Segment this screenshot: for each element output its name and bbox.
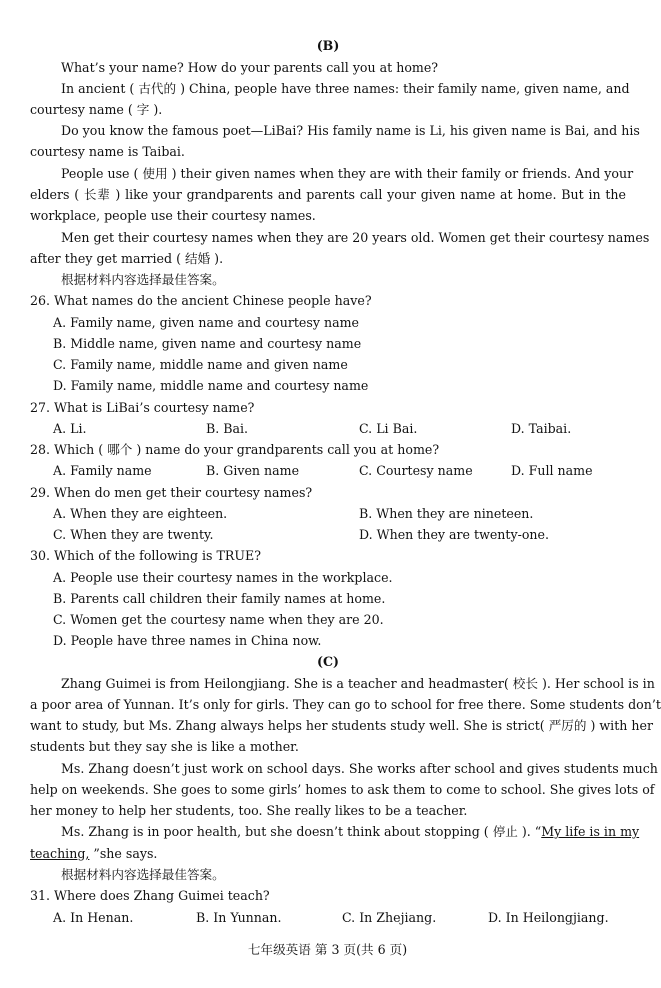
question-stem: 31. Where does Zhang Guimei teach? bbox=[30, 888, 270, 903]
passage-b-line: What’s your name? How do your parents call you at home? bbox=[61, 60, 439, 75]
answer-option[interactable]: A. Family name bbox=[53, 463, 152, 478]
passage-b-line: Do you know the famous poet—LiBai? His family name is Li, his given name is Bai, and his bbox=[61, 123, 640, 138]
passage-c-line: help on weekends. She goes to some girls’ homes to ask them to come to school. She gives lots of bbox=[30, 782, 655, 797]
answer-option[interactable]: A. People use their courtesy names in the workplace. bbox=[53, 570, 393, 585]
passage-b-line: courtesy name ( 字 ). bbox=[30, 102, 163, 117]
passage-c-quote-line bbox=[61, 822, 640, 843]
answer-option[interactable]: B. Parents call children their family names at home. bbox=[53, 591, 386, 606]
answer-option[interactable]: B. In Yunnan. bbox=[196, 910, 282, 925]
passage-b-line: elders ( 长辈 ) like your grandparents and parents call your given name at home. But in the bbox=[30, 187, 626, 202]
answer-option[interactable]: C. When they are twenty. bbox=[53, 527, 214, 542]
answer-option[interactable]: A. In Henan. bbox=[53, 910, 134, 925]
page-footer: 七年级英语 第 3 页(共 6 页) bbox=[247, 942, 408, 957]
answer-option[interactable]: A. Li. bbox=[53, 421, 87, 436]
passage-c-line: Ms. Zhang doesn’t just work on school days. She works after school and gives students much bbox=[61, 761, 658, 776]
answer-option[interactable]: D. Family name, middle name and courtesy name bbox=[53, 378, 369, 393]
answer-option[interactable]: D. In Heilongjiang. bbox=[488, 910, 609, 925]
answer-option[interactable]: D. Taibai. bbox=[511, 421, 572, 436]
passage-c-line: a poor area of Yunnan. It’s only for girls. They can go to school for free there. Some students don’t bbox=[30, 697, 661, 712]
instruction-text: 根据材料内容选择最佳答案。 bbox=[61, 867, 225, 882]
answer-option[interactable]: A. When they are eighteen. bbox=[53, 506, 228, 521]
passage-b-line: after they get married ( 结婚 ). bbox=[30, 251, 224, 266]
passage-b-line: courtesy name is Taibai. bbox=[30, 144, 185, 159]
answer-option[interactable]: C. Li Bai. bbox=[359, 421, 418, 436]
passage-b-line: People use ( 使用 ) their given names when they are with their family or friends. And your bbox=[61, 166, 634, 181]
question-stem: 29. When do men get their courtesy names? bbox=[30, 485, 313, 500]
passage-b-line: workplace, people use their courtesy names. bbox=[30, 208, 316, 223]
answer-option[interactable]: B. Given name bbox=[206, 463, 300, 478]
quote-attribution: ”she says. bbox=[89, 846, 158, 861]
passage-c-line: her money to help her students, too. She really likes to be a teacher. bbox=[30, 803, 468, 818]
question-stem: 26. What names do the ancient Chinese people have? bbox=[30, 293, 372, 308]
section-c-heading: (C) bbox=[317, 654, 339, 669]
passage-b-line: Men get their courtesy names when they are 20 years old. Women get their courtesy names bbox=[61, 230, 650, 245]
passage-c-text: Ms. Zhang is in poor health, but she doesn’t think about stopping ( 停止 ). “ bbox=[61, 824, 542, 839]
underlined-quote: My life is in my bbox=[541, 824, 640, 839]
passage-b-line: In ancient ( 古代的 ) China, people have three names: their family name, given name, and bbox=[61, 81, 630, 96]
passage-c-line: want to study, but Ms. Zhang always helps her students study well. She is strict( 严厉的 ) with her bbox=[30, 718, 653, 733]
answer-option[interactable]: B. When they are nineteen. bbox=[359, 506, 534, 521]
question-stem: 28. Which ( 哪个 ) name do your grandparents call you at home? bbox=[30, 442, 440, 457]
answer-option[interactable]: C. Courtesy name bbox=[359, 463, 473, 478]
question-stem: 30. Which of the following is TRUE? bbox=[30, 548, 261, 563]
answer-option[interactable]: A. Family name, given name and courtesy name bbox=[53, 315, 359, 330]
instruction-text: 根据材料内容选择最佳答案。 bbox=[61, 272, 225, 287]
answer-option[interactable]: D. People have three names in China now. bbox=[53, 633, 322, 648]
underlined-quote: teaching, bbox=[30, 846, 90, 861]
answer-option[interactable]: D. Full name bbox=[511, 463, 593, 478]
answer-option[interactable]: C. In Zhejiang. bbox=[342, 910, 437, 925]
passage-c-quote-end-line bbox=[30, 844, 626, 865]
answer-option[interactable]: C. Women get the courtesy name when they are 20. bbox=[53, 612, 384, 627]
passage-c-line: Zhang Guimei is from Heilongjiang. She is a teacher and headmaster( 校长 ). Her school is in bbox=[61, 676, 655, 691]
answer-option[interactable]: B. Middle name, given name and courtesy name bbox=[53, 336, 362, 351]
answer-option[interactable]: D. When they are twenty-one. bbox=[359, 527, 549, 542]
answer-option[interactable]: B. Bai. bbox=[206, 421, 249, 436]
question-stem: 27. What is LiBai’s courtesy name? bbox=[30, 400, 255, 415]
answer-option[interactable]: C. Family name, middle name and given name bbox=[53, 357, 348, 372]
section-b-heading: (B) bbox=[316, 38, 340, 53]
passage-c-line: students but they say she is like a mother. bbox=[30, 739, 299, 754]
